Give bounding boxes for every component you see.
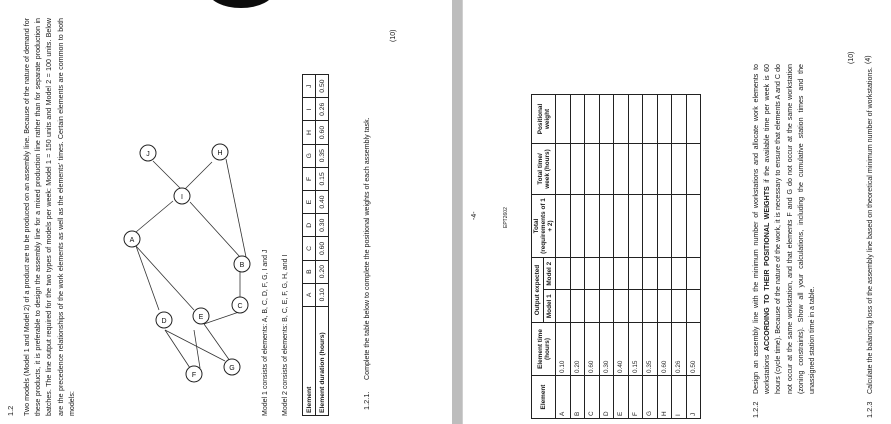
table-header-cell: Model 2 — [544, 258, 556, 291]
node-label: H — [217, 150, 223, 157]
table-row — [316, 75, 329, 416]
intro-paragraph: Two models (Model 1 and Model 2) of a product are to be produced on an assembly line. Because of the nature of demand for these products, it is preferable to design the assembly line for a mixed production line rather than for separate production in batches. The line output required for the two types of models per week: Model 1 = 150 units and Model 2 = 100 units. Below are the precedence relationships of the work elements as well as the elements' times. Certain elements are common to both models: — [23, 18, 76, 416]
node-label: I — [181, 194, 183, 201]
table-header-cell: Element duration (hours) — [316, 306, 329, 415]
page-code: EPT2602 — [503, 207, 509, 228]
table-cell: 0.15 — [316, 167, 329, 190]
table-cell: 0.30 — [599, 323, 614, 376]
table-cell: H — [657, 376, 672, 419]
marks: (4) — [865, 55, 872, 64]
table-cell: 0.60 — [585, 323, 600, 376]
node-label: E — [198, 314, 204, 321]
question-text: Calculate the balancing loss of the assembly line based on theoretical minimum number of workstations. — [866, 67, 874, 394]
table-cell: 0.15 — [628, 323, 643, 376]
question-number: 1.2.1. — [362, 391, 371, 410]
table-row — [303, 75, 316, 416]
table-cell: E — [614, 376, 629, 419]
table-row — [643, 95, 658, 419]
table-cell: J — [686, 376, 701, 419]
table-header-cell: Element — [303, 306, 316, 415]
table-row — [672, 95, 687, 419]
table-cell: I — [303, 98, 316, 121]
duration-table — [302, 74, 329, 416]
table-cell: G — [643, 376, 658, 419]
table-cell: 0.60 — [657, 323, 672, 376]
table-header-cell: Element — [532, 376, 556, 419]
marks: (10) — [390, 29, 397, 42]
table-cell: 0.26 — [316, 98, 329, 121]
table-header-cell: Positional weight — [532, 95, 556, 144]
table-cell: 0.26 — [672, 323, 687, 376]
table-row — [556, 95, 571, 419]
node-label: J — [146, 151, 150, 158]
precedence-diagram — [108, 0, 258, 424]
table-row — [585, 95, 600, 419]
table-cell: 0.60 — [316, 237, 329, 260]
table-cell: 0.60 — [316, 121, 329, 144]
table-row — [686, 95, 701, 419]
table-header-cell: Output expected — [532, 258, 544, 323]
table-row — [532, 95, 544, 419]
marks: (10) — [848, 51, 855, 64]
table-header-cell: Model 1 — [544, 290, 556, 323]
table-cell: 0.20 — [316, 260, 329, 283]
table-cell: C — [303, 237, 316, 260]
table-cell: C — [585, 376, 600, 419]
table-cell: D — [599, 376, 614, 419]
question-text: Complete the table below to complete the positional weights of each assembly task. — [363, 117, 371, 380]
table-cell: 0.40 — [316, 190, 329, 213]
table-header-cell: Element time (hours) — [532, 323, 556, 376]
table-cell: G — [303, 144, 316, 167]
table-cell: 0.40 — [614, 323, 629, 376]
table-cell: 0.20 — [570, 323, 585, 376]
table-row — [628, 95, 643, 419]
table-cell: F — [303, 167, 316, 190]
node-label: C — [237, 303, 243, 310]
table-header-cell: Total (requirements of 1 + 2) — [532, 195, 556, 258]
table-cell: 0.35 — [643, 323, 658, 376]
table-cell: 0.30 — [316, 214, 329, 237]
table-cell: 0.50 — [686, 323, 701, 376]
node-label: B — [239, 262, 245, 269]
table-cell: 0.10 — [556, 323, 571, 376]
table-row — [614, 95, 629, 419]
node-label: F — [191, 372, 197, 379]
right-page — [462, 0, 891, 424]
table-cell: E — [303, 190, 316, 213]
table-row — [657, 95, 672, 419]
question-number: 1.2 — [6, 405, 15, 416]
question-number: 1.2.3 — [865, 401, 874, 418]
table-cell: J — [303, 75, 316, 98]
node-label: A — [129, 237, 135, 244]
model2-elements: Model 2 consists of elements: B, C, E, F, G, H, and I — [282, 254, 289, 416]
page-gutter — [452, 0, 462, 424]
question-number: 1.2.2 — [751, 401, 760, 418]
page-number: -4- — [471, 211, 478, 220]
table-cell: I — [672, 376, 687, 419]
table-cell: B — [570, 376, 585, 419]
table-cell: 0.10 — [316, 283, 329, 306]
table-cell: H — [303, 121, 316, 144]
table-header-cell: Total time/ week (hours) — [532, 144, 556, 195]
question-text: Design an assembly line with the minimum number of workstations and allocate work elements to workstations ACCORDING TO THEIR POSITIONAL WEIGHTS if the available time per week is 60 hours (cycle time). Because of the nature of the work, it is necessary to ensure that elements A and C do not occur at the same workstation, and that elements F and G do not occur at the same workstation (zoning constraints). Show all your calculations, including the cumulative station times and the unassigned station time in a table. — [752, 64, 817, 394]
table-row — [570, 95, 585, 419]
table-cell: A — [303, 283, 316, 306]
node-label: G — [229, 365, 235, 372]
table-cell: D — [303, 214, 316, 237]
table-row — [599, 95, 614, 419]
table-cell: F — [628, 376, 643, 419]
table-cell: 0.35 — [316, 144, 329, 167]
right-page-content — [463, 0, 891, 424]
table-cell: A — [556, 376, 571, 419]
node-label: D — [161, 318, 167, 325]
model1-elements: Model 1 consists of elements: A, B, C, D, F, G, I and J — [262, 249, 269, 416]
table-cell: 0.50 — [316, 75, 329, 98]
positional-weight-table — [531, 94, 701, 419]
table-cell: B — [303, 260, 316, 283]
